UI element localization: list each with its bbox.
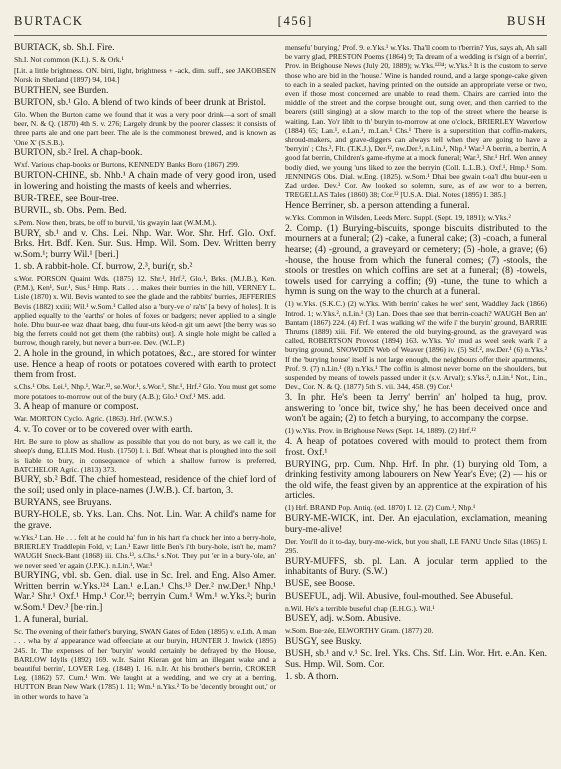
- header-left-headword: BURTACK: [14, 14, 84, 28]
- right-column: [285, 43, 547, 763]
- entry-paragraph: BURY, sb.² Bdf. The chief homestead, residence of the chief lord of the soil; used only in place-names (J.W.B.). Cf. barton, 3.: [14, 474, 276, 497]
- entry-paragraph: BURVIL, sb. Obs. Pem. Bed.: [14, 204, 127, 216]
- entry-paragraph: BURTON, sb.² Irel. A chap-book.: [14, 147, 143, 159]
- entry-paragraph: BURYING, prp. Cum. Nhp. Hrf. In phr. (1) burying old Tom, a drinking festivity among labourers on New Year's Eve; (2) — his or the old wife, the feast given by an apprentice at the expiration of his articles.: [285, 458, 547, 502]
- entry-paragraph: 1. sb. A thorn.: [285, 670, 339, 682]
- entry-paragraph: 1. A funeral, burial.: [14, 614, 89, 626]
- entry-paragraph: BURTHEN, see Burden.: [14, 84, 109, 96]
- citation-block: Sc. The evening of their father's burying, SWAN Gates of Eden (1895) v. e.Lth. A man . . . wha by a' appearance wad offeeciate at our buryin, HUNTER J. Inwick (1895) 245. Ir. The expenses of her 'buryin' would certainly be defrayed by the House, BARLOW Idylls (1892) 169. w.Ir. Saint Kieran got him an illegant wake and a beautiful berrin', LOVER Leg. (1848) I. 16. n.Ir. At his brother's berrin, CROKER Leg. (1862) 57. Cum.¹ Wm. We laught at a wedding, and we cry at a berring, HUTTON Bran New Wark (1785) l. 11; Wm.¹ n.Yks.² To be 'decently brought out,' or in other words to have 'a: [14, 627, 276, 701]
- citation-block: s.Pem. Now then, brats, be off to burvil, 'tis gwayin laat (W.M.M.).: [14, 217, 217, 227]
- entry-paragraph: BUSH, sb.¹ and v.¹ Sc. Irel. Yks. Chs. Stf. Lin. Wor. Hrt. e.An. Ken. Sus. Hmp. Wil. Som. Cor.: [285, 648, 547, 670]
- entry-paragraph: BURY-HOLE, sb. Yks. Lan. Chs. Not. Lin. War. A child's name for the grave.: [14, 509, 276, 531]
- entry-paragraph: 4. v. To cover or to be covered over with earth.: [14, 424, 193, 436]
- entry-paragraph: BURY, sb.¹ and v. Chs. Lei. Nhp. War. Wor. Shr. Hrf. Glo. Oxf. Brks. Hrt. Bdf. Ken. Sur. Sus. Hmp. Wil. Som. Dev. Written berry w.Som.¹; burry Wil.¹ [beri.]: [14, 227, 276, 260]
- entry-paragraph: BURY-ME-WICK, int. Der. An ejaculation, exclamation, meaning bury-me-alive!: [285, 513, 547, 535]
- entry-paragraph: BURTON-CHINE, sb. Nhb.¹ A chain made of very good iron, used in lowering and hoisting the masts of keels and wherries.: [14, 170, 276, 192]
- citation-block: Wxf. Various chap-books or Burtons, KENNEDY Banks Boro (1867) 299.: [14, 160, 240, 170]
- page-number: [456]: [277, 14, 313, 28]
- header-right-headword: BUSH: [507, 14, 547, 28]
- citation-block: War. MORTON Cyclo. Agric. (1863). Hrf. (W.W.S.): [14, 414, 172, 424]
- entry-paragraph: Hence Berriner, sb. a person attending a funeral.: [285, 199, 470, 211]
- citation-block: s.Chs.¹ Obs. Lei.¹, Nhp.¹, War.²³, se.Wor.¹, s.Wor.¹, Shr.¹, Hrf.² Glo. You must get some more potatoes to-morrow out of the bury (A.B.); Glo.¹ Oxf.¹ MS. add.: [14, 382, 276, 401]
- entry-paragraph: BUR-TREE, see Bour-tree.: [14, 192, 119, 204]
- citation-block: Der. You'll do it to-day, bury-me-wick, but you shall, LE FANU Uncle Silas (1865) I. 295.: [285, 536, 547, 556]
- citation-block: Sh.I. Not common (K.I.). S. & Ork.¹: [14, 55, 124, 65]
- citation-block: w.Yks. Common in Wilsden, Leeds Merc. Suppl. (Sept. 19, 1891); w.Yks.²: [285, 213, 511, 223]
- entry-paragraph: BUSEY, adj. w.Som. Abusive.: [285, 613, 401, 625]
- citation-block: (1) w.Yks. (S.K.C.) (2) w.Yks. With berrin' cakes he wer' sent, Waddley Jack (1866) Introd. 1; w.Yks.², n.Lin.¹ (3) Lan. Does thae see that berrin-coach? WAUGH Ben an' Bantam (1867) 224. (4) Frf. I was walking wi' the wife i' the buryin' ground, BARRIE Thrums (1889) xiii. Fif. We entered the old burying-ground, as the graveyard was called, ROBERTSON Provost (1894) 163. w.Yks. Yo' mud as weel seek wark i' a burying ground, SNOWDEN Web of Weaver (1896) iv. (5) Stf.², nw.Der.¹ (6) n.Yks.² If the 'burying house' itself is not large enough, the neighbours offer their apartments, Prof. 9. (7) n.Lin.¹ (8) n.Yks.¹ The coffin is almost never borne on the shoulders, but suspended by means of towels passed under it (s.v. Arval); s.Yks.², n.Lin.¹ Not., Lin., Dev., Cor. N. & Q. (1877) 5th S. vii. 344, 458. (9) Cor.¹: [285, 299, 547, 392]
- entry-paragraph: 2. A hole in the ground, in which potatoes, &c., are stored for winter use. Hence a heap of roots or potatoes covered with earth to protect them from frost.: [14, 348, 276, 381]
- citation-block: Hrt. Be sure to plow as shallow as possible that you do not bury, as we call it, the sheep's dung, ELLIS Mod. Husb. (1750) I. i. Bdf. Wheat that is ploughed into the soil is liable to bury, in consequence of which a shallow furrow is preferred, BATCHELOR Agric. (1813) 373.: [14, 437, 276, 474]
- left-column: [14, 43, 276, 763]
- citation-block: mensefu' burying,' Prof. 9. e.Yks.¹ w.Yks. Tha'll coom to t'berrin? Yus, says ah, Ah sall be varry glad, PRESTON Poems (1864) 9; Ta dream of a wedding is t'sign of a berrin', Prov. in Brighouse News (July 20, 1889); w.Yks.¹²³⁴; w.Yks.³ It is the custom to serve those who are bid in the 'house.' Wine is handed round, and a large sponge-cake given to each in a sealed packet, having printed on the outside an appropriate verse or two, even if those most concerned are unable to read them. Chairs are carried into the middle of the street and the corpse brought out, sung over, and then carried to the bearers (still singing) at a slow march to the top of the street where the hearse is waiting. Lan. Yo'r liblt to th' buryin to-morrow at one o'clock, BRIERLEY Waverlow (1884) 65; Lan.¹, e.Lan.¹, m.Lan.¹ Chs.¹ There is a superstition that coffin-makers, shroud-makers, and grave-diggers can always tell when they are going to have a 'berryin' ; Chs.³, Flt. (T.K.J.), Der.¹², nw.Der.¹, n.Lin.¹, Nhp.¹ War.² A berrin, a berrin, A good fat berrin, Children's game-rhyme at a mock funeral; War.³, Shr.¹ Hrf. Wen anney bodiy died, we young 'uns liked to zee the berryin (Coll. L.L.B.). Oxf.¹, Hmp.¹ Som. JENNINGS Obs. Dial. w.Eng. (1825). w.Som.¹ Dhai bee gwain t-oa'l dhu buur-een u Zad urdee. Dev.³ Cor. Aw looked so solemn, sure, as ef aw wor to a berren, TREGELLAS Tales (1860) 38; Cor.¹² [U.S.A. Dial. Notes (1895) I. 385.]: [285, 43, 547, 200]
- page-header: [14, 14, 547, 32]
- entry-paragraph: 2. Comp. (1) Burying-biscuits, sponge biscuits distributed to the mourners at a funeral; (2) -cake, a funeral cake; (3) -coach, a funeral hearse; (4) -ground, a graveyard or cemetery; (5) -hole, a grave; (6) -house, the house from which the funeral comes; (7) -stools, the stools or trestles on which coffins are set at a funeral; (8) -towels, towels used for carrying a coffin; (9) -tune, the tune to which a hymn is sung on the way to the church at a funeral.: [285, 222, 547, 298]
- entry-paragraph: BURYING, vbl. sb. Gen. dial. use in Sc. Irel. and Eng. Also Amer. Written berrin w.Yks.¹²⁴ Lan.¹ e.Lan.¹ Chs.¹³ Der.² nw.Der.¹ Nhp.¹ War.² Shr.¹ Oxf.¹ Hmp.¹ Cor.¹²; berryin Cum.¹ Wm.¹ w.Yks.²; burin w.Som.¹ Dev.³ [be·rin.]: [14, 570, 276, 614]
- entry-paragraph: 3. In phr. He's been ta Jerry' berrin' an' holped ta hug, prov. answering to 'once bit, twice shy,' he has been deceived once and won't be again; (2) to fetch a burying, to accompany the corpse.: [285, 391, 547, 425]
- citation-block: w.Yks.² Lan. He . . . felt at he could ha' fun in his hart t'a chuck her into a berry-hole, BRIERLEY Traddlepin Fold, v; Lan.¹ Eawr little Ben's i'th bury-hole, isn't he, mam? WAUGH Sneck-Bant (1868) iii. Chs.¹³, s.Chs.¹ s.Not. They put 'er in a bury-'ole, an' we never seed 'er again (J.P.K.). n.Lin.¹, War.³: [14, 532, 276, 570]
- entry-paragraph: BUSEFUL, adj. Wil. Abusive, foul-mouthed. See Abuseful.: [285, 590, 514, 602]
- citation-block: (1) w.Yks. Prov. in Brighouse News (Sept. 14, 1889). (2) Hrf.¹²: [285, 426, 476, 436]
- citation-block: n.Wil. He's a terrible buseful chap (E.H.G.). Wil.¹: [285, 603, 435, 613]
- entry-paragraph: BURTACK, sb. Sh.I. Fire.: [14, 43, 115, 53]
- entry-paragraph: BURYANS, see Bruyans.: [14, 497, 112, 509]
- citation-block: (1) Hrf. BRAND Pop. Antiq. (ed. 1870) I. 12. (2) Cum.¹, Nhp.¹: [285, 503, 476, 513]
- citation-block: s.Wor. PORSON Quaint Wds. (1875) 12. Shr.¹, Hrf.², Glo.¹, Brks. (M.J.B.), Ken. (P.M.), Ken¹, Sur.¹, Sus.¹ Hmp. Rats . . . makes their burries in the hill, VERNEY L. Lisle (1870) x. Wil. Bevis wanted to see the glade and the rabbits' burries, JEFFERIES Bevis (1882) xxiii; Wil.¹ w.Som.¹ Called also a 'bury-ve o' ra'ts' [a bevy of holes]. It is applied equally to the 'earths' or holes of foxes or badgers; never applied to a single hole. Dhu buur-ee waz dhaat baeg, dhu fuur-uts kèod-n git um aewt [the berry was so big the ferrets could not get them (the rabbits) out]. A single hole might be called a burrow, though rarely, but never a burr-ee. Dev. (W.L.P.): [14, 273, 276, 348]
- citation-block: w.Som. Bue·zée, ELWORTHY Gram. (1877) 20.: [285, 626, 434, 636]
- entry-paragraph: BURTON, sb.¹ Glo. A blend of two kinds of beer drunk at Bristol.: [14, 96, 266, 108]
- entry-paragraph: BUSGY, see Busky.: [285, 636, 362, 648]
- entry-paragraph: 3. A heap of manure or compost.: [14, 401, 139, 413]
- entry-paragraph: BUSE, see Boose.: [285, 578, 356, 590]
- citation-block: [Lit. a little brightness. ON. birti, light, brightness + -ack, dim. suff., see JAKOBSEN Norsk in Shetland (1897) 94, 104.]: [14, 65, 276, 84]
- header-rule: [14, 35, 547, 36]
- entry-paragraph: 1. sb. A rabbit-hole. Cf. burrow, 2.³, buri(r, sb.²: [14, 260, 193, 272]
- entry-paragraph: 4. A heap of potatoes covered with mould to protect them from frost. Oxf.¹: [285, 435, 547, 458]
- citation-block: Glo. When the Burton came we found that it was a very poor drink—a sort of small beer, N. & Q. (1870) 4th S. v. 276; Largely drunk by the poorer classes: it consists of three parts ale and one part beer. The ale is the commonest brewed, and is known as 'One X' (S.S.B.).: [14, 109, 276, 147]
- entry-paragraph: BURY-MUFFS, sb. pl. Lan. A jocular term applied to the inhabitants of Bury. (S.W.): [285, 555, 547, 578]
